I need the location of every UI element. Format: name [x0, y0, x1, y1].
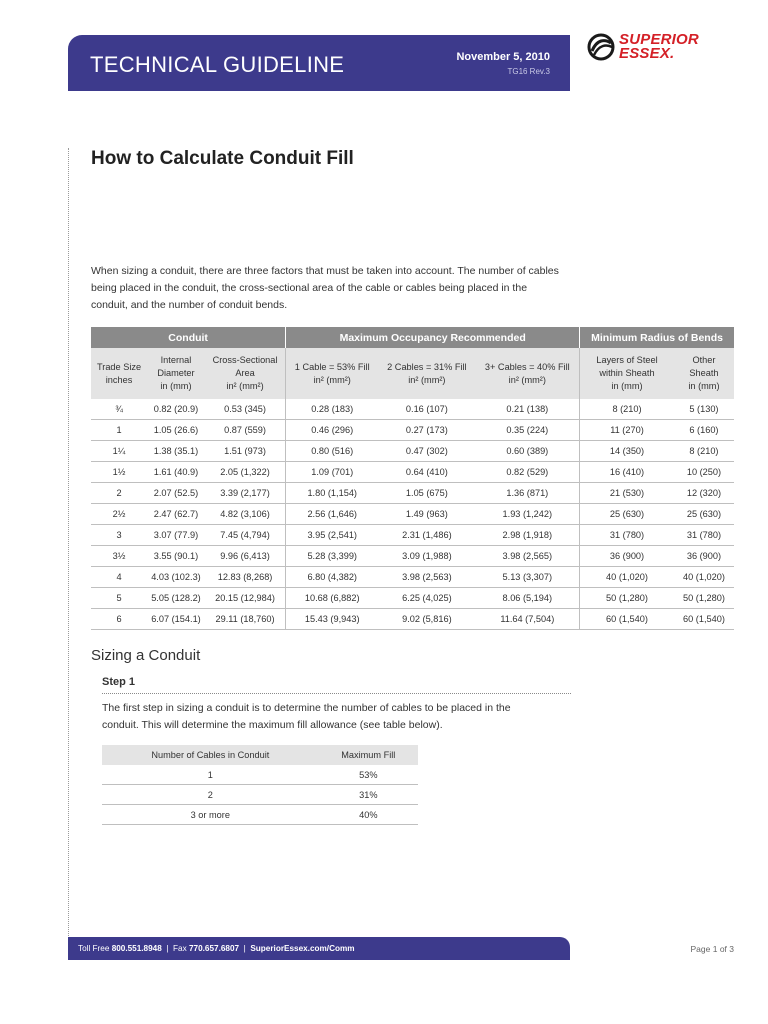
table-cell: 2.07 (52.5) [147, 483, 205, 504]
column-header-line: in² (mm²) [313, 374, 351, 385]
column-header [378, 348, 475, 399]
column-header-line: Cross-Sectional [212, 355, 278, 365]
table-cell: 10 (250) [674, 462, 734, 483]
column-header-line: in (mm) [611, 381, 643, 391]
table-cell: 60 (1,540) [674, 609, 734, 630]
table-cell: 1.49 (963) [378, 504, 475, 525]
conduit-table-body [91, 399, 734, 630]
table-cell: 16 (410) [580, 462, 674, 483]
table-cell: 0.21 (138) [476, 399, 580, 420]
table-row [91, 525, 734, 546]
table-row [91, 546, 734, 567]
fill-col-cables: Number of Cables in Conduit [102, 745, 319, 765]
column-header-line: inches [105, 374, 133, 385]
column-header-line: Layers of Steel [596, 355, 658, 365]
table-cell: 0.53 (345) [205, 399, 286, 420]
fill-table-header-row [102, 745, 418, 765]
table-cell: 0.28 (183) [286, 399, 379, 420]
superior-essex-logo [587, 33, 737, 65]
header-banner [68, 35, 570, 91]
column-header-line: in (mm) [688, 381, 720, 391]
table-cell: 5.28 (3,399) [286, 546, 379, 567]
fill-table-body [102, 765, 418, 825]
section-title: Sizing a Conduit [91, 647, 201, 664]
step-divider [102, 693, 571, 694]
table-cell: 12.83 (8,268) [205, 567, 286, 588]
table-row [91, 441, 734, 462]
footer-separator: | [243, 944, 246, 953]
table-column-header-row [91, 348, 734, 399]
table-cell: 1 [91, 420, 147, 441]
table-cell: 21 (530) [580, 483, 674, 504]
logo-wordmark [619, 33, 699, 61]
table-cell: 40 (1,020) [674, 567, 734, 588]
table-cell: 3 [91, 525, 147, 546]
table-cell: 5 [91, 588, 147, 609]
column-header-line: 3+ Cables = 40% Fill [484, 361, 570, 372]
table-cell: 3.09 (1,988) [378, 546, 475, 567]
table-cell: 3.98 (2,563) [378, 567, 475, 588]
table-cell: 60 (1,540) [580, 609, 674, 630]
table-cell: 2.05 (1,322) [205, 462, 286, 483]
table-cell: 8 (210) [580, 399, 674, 420]
table-cell: 2.31 (1,486) [378, 525, 475, 546]
table-row [91, 504, 734, 525]
table-cell: 0.47 (302) [378, 441, 475, 462]
table-cell: 4.82 (3,106) [205, 504, 286, 525]
table-cell: 31% [319, 785, 418, 805]
table-cell: 2½ [91, 504, 147, 525]
table-cell: 1.05 (675) [378, 483, 475, 504]
table-cell: 11 (270) [580, 420, 674, 441]
table-cell: 1.38 (35.1) [147, 441, 205, 462]
table-cell: 15.43 (9,943) [286, 609, 379, 630]
column-header-line: Diameter [157, 368, 195, 378]
header-doc-number: TG16 Rev.3 [507, 67, 550, 76]
table-cell: 1.80 (1,154) [286, 483, 379, 504]
table-cell: 0.27 (173) [378, 420, 475, 441]
table-cell: 1.05 (26.6) [147, 420, 205, 441]
table-row [91, 483, 734, 504]
step-label: Step 1 [102, 676, 136, 688]
table-cell: 5.05 (128.2) [147, 588, 205, 609]
table-row [91, 420, 734, 441]
column-header [286, 348, 379, 399]
footer-toll-free-label: Toll Free [78, 944, 110, 953]
table-cell: 2 [91, 483, 147, 504]
table-cell: 1.09 (701) [286, 462, 379, 483]
column-header-line: Other [692, 355, 716, 365]
table-cell: 10.68 (6,882) [286, 588, 379, 609]
table-cell: 40% [319, 805, 418, 825]
table-cell: 29.11 (18,760) [205, 609, 286, 630]
table-cell: 36 (900) [580, 546, 674, 567]
column-header-line: Area [235, 368, 255, 378]
table-row [91, 588, 734, 609]
table-cell: 1.51 (973) [205, 441, 286, 462]
max-fill-table [102, 745, 418, 825]
table-cell: 0.46 (296) [286, 420, 379, 441]
table-cell: 12 (320) [674, 483, 734, 504]
footer-fax-label: Fax [173, 944, 187, 953]
table-cell: 6.25 (4,025) [378, 588, 475, 609]
table-cell: 2.56 (1,646) [286, 504, 379, 525]
group-header-conduit: Conduit [91, 327, 286, 348]
table-cell: 25 (630) [674, 504, 734, 525]
fill-col-max-fill: Maximum Fill [319, 745, 418, 765]
table-cell: 14 (350) [580, 441, 674, 462]
column-header [580, 348, 674, 399]
table-cell: 5.13 (3,307) [476, 567, 580, 588]
table-cell: 36 (900) [674, 546, 734, 567]
table-cell: 9.96 (6,413) [205, 546, 286, 567]
column-header [674, 348, 734, 399]
footer-separator: | [166, 944, 169, 953]
table-cell: 20.15 (12,984) [205, 588, 286, 609]
table-cell: 40 (1,020) [580, 567, 674, 588]
logo-line-2: ESSEX. [619, 45, 675, 62]
table-cell: 8 (210) [674, 441, 734, 462]
table-cell: 2.98 (1,918) [476, 525, 580, 546]
table-cell: 0.82 (20.9) [147, 399, 205, 420]
logo-swoosh-icon [587, 33, 615, 61]
group-header-min-radius: Minimum Radius of Bends [580, 327, 734, 348]
table-cell: 1.36 (871) [476, 483, 580, 504]
table-cell: 53% [319, 765, 418, 785]
column-header-line: in² (mm²) [226, 381, 264, 391]
table-cell: 4 [91, 567, 147, 588]
column-header [476, 348, 580, 399]
header-date: November 5, 2010 [456, 51, 550, 63]
table-cell: 0.35 (224) [476, 420, 580, 441]
column-header [147, 348, 205, 399]
table-cell: 3.07 (77.9) [147, 525, 205, 546]
table-cell: 0.16 (107) [378, 399, 475, 420]
column-header-line: within Sheath [599, 368, 655, 378]
page-title: How to Calculate Conduit Fill [91, 148, 354, 169]
column-header-line: Internal [160, 355, 192, 365]
table-cell: 4.03 (102.3) [147, 567, 205, 588]
intro-paragraph: When sizing a conduit, there are three factors that must be taken into account. The number of cables being placed in the conduit, the cross-sectional area of the cable or cables being placed in the conduit, and the number of conduit bends. [91, 265, 559, 311]
step-text: The first step in sizing a conduit is to determine the number of cables to be placed in the conduit. This will determine the maximum fill allowance (see table below). [102, 702, 511, 731]
table-cell: 6 [91, 609, 147, 630]
table-row [102, 785, 418, 805]
table-cell: 6.07 (154.1) [147, 609, 205, 630]
table-cell: 6.80 (4,382) [286, 567, 379, 588]
table-cell: 0.64 (410) [378, 462, 475, 483]
group-header-max-occupancy: Maximum Occupancy Recommended [286, 327, 580, 348]
table-cell: 0.60 (389) [476, 441, 580, 462]
logo-line-1: SUPERIOR [619, 31, 699, 48]
table-cell: 3.55 (90.1) [147, 546, 205, 567]
table-row [91, 609, 734, 630]
table-row [102, 805, 418, 825]
table-cell: 1 [102, 765, 319, 785]
column-header-line: Sheath [689, 368, 719, 378]
table-cell: 0.80 (516) [286, 441, 379, 462]
table-cell: 3½ [91, 546, 147, 567]
footer-banner [68, 937, 570, 960]
column-header-line: 2 Cables = 31% Fill [387, 361, 467, 372]
header-title: TECHNICAL GUIDELINE [90, 52, 345, 77]
table-cell: 7.45 (4,794) [205, 525, 286, 546]
table-cell: 50 (1,280) [674, 588, 734, 609]
column-header [91, 348, 147, 399]
table-cell: 9.02 (5,816) [378, 609, 475, 630]
table-cell: 1¼ [91, 441, 147, 462]
table-cell: 1.61 (40.9) [147, 462, 205, 483]
table-cell: 31 (780) [674, 525, 734, 546]
table-row [91, 567, 734, 588]
column-header-line: in (mm) [160, 381, 192, 391]
table-cell: 5 (130) [674, 399, 734, 420]
footer-toll-free-number: 800.551.8948 [111, 944, 162, 953]
table-cell: 3.98 (2,565) [476, 546, 580, 567]
column-header-line: in² (mm²) [408, 374, 446, 385]
conduit-fill-table [91, 327, 734, 630]
table-cell: 2.47 (62.7) [147, 504, 205, 525]
column-header-line: in² (mm²) [508, 374, 546, 385]
table-cell: 6 (160) [674, 420, 734, 441]
table-row [91, 399, 734, 420]
table-group-header-row [91, 327, 734, 348]
table-cell: 0.82 (529) [476, 462, 580, 483]
footer-website-link[interactable]: SuperiorEssex.com/Comm [250, 944, 355, 953]
table-cell: 2 [102, 785, 319, 805]
table-cell: 3.95 (2,541) [286, 525, 379, 546]
table-cell: 3 or more [102, 805, 319, 825]
column-header-line: Trade Size [96, 361, 142, 372]
table-cell: ¾ [91, 399, 147, 420]
column-header-line: 1 Cable = 53% Fill [294, 361, 370, 372]
footer-contact [78, 937, 355, 960]
table-cell: 0.87 (559) [205, 420, 286, 441]
table-cell: 8.06 (5,194) [476, 588, 580, 609]
table-cell: 31 (780) [580, 525, 674, 546]
dotted-margin-line [68, 148, 69, 948]
table-cell: 1½ [91, 462, 147, 483]
footer-fax-number: 770.657.6807 [188, 944, 240, 953]
table-row [102, 765, 418, 785]
table-cell: 50 (1,280) [580, 588, 674, 609]
table-cell: 1.93 (1,242) [476, 504, 580, 525]
table-cell: 3.39 (2,177) [205, 483, 286, 504]
table-row [91, 462, 734, 483]
column-header [205, 348, 286, 399]
page-number: Page 1 of 3 [690, 944, 734, 954]
table-cell: 25 (630) [580, 504, 674, 525]
table-cell: 11.64 (7,504) [476, 609, 580, 630]
